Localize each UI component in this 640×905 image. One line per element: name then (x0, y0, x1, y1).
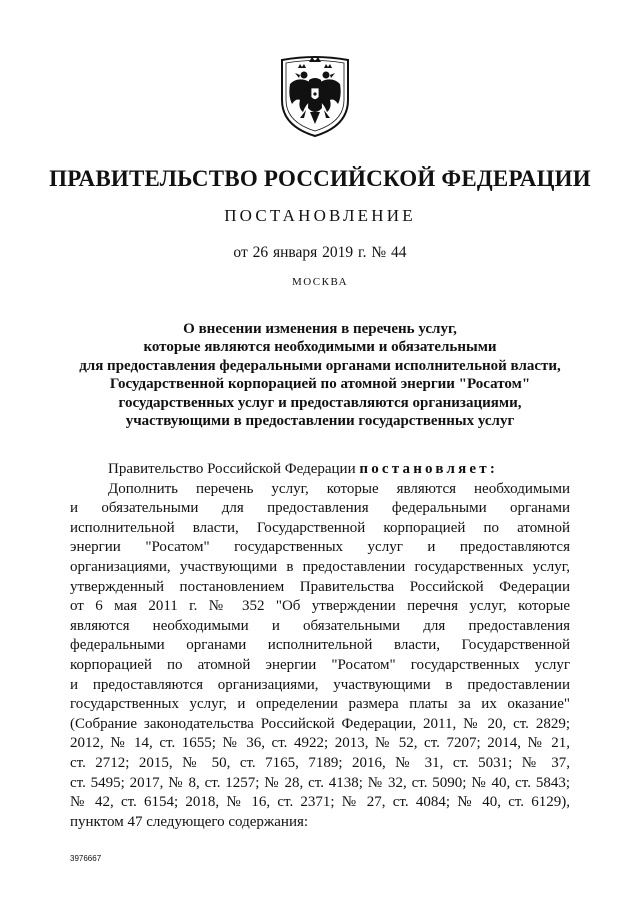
document-body (70, 460, 570, 832)
subject-line: Государственной корпорацией по атомной энергии "Росатом" (109, 376, 531, 393)
subject-line: которые являются необходимыми и обязательными (143, 339, 497, 356)
body-line: государственных услуг, и определении размера платы за их оказание" (70, 696, 570, 713)
body-line: исполнительной власти, Государственной корпорацией по атомной (70, 519, 570, 536)
subject-line: государственных услуг и предоставляются организациями, (118, 394, 522, 411)
body-line: (Собрание законодательства Российской Федерации, 2011, № 20, ст. 2829; (70, 715, 570, 732)
body-line: являются необходимыми и обязательными для предоставления (70, 617, 570, 634)
body-intro-verb: постановляет: (359, 461, 499, 477)
body-line: корпорацией по атомной энергии "Росатом" государственных услуг (70, 656, 570, 673)
document-subject (70, 320, 570, 430)
subject-line: для предоставления федеральными органами исполнительной власти, (79, 357, 561, 374)
body-line: Дополнить перечень услуг, которые являются необходимыми (108, 480, 570, 497)
body-line: и обязательными для предоставления федеральными органами (70, 500, 570, 517)
document-type: ПОСТАНОВЛЕНИЕ (224, 206, 416, 225)
footer-document-number: 3976667 (70, 854, 102, 863)
body-line: утвержденный постановлением Правительства Российской Федерации (70, 578, 570, 595)
document-date-number: от 26 января 2019 г. № 44 (233, 244, 407, 261)
body-line: ст. 2712; 2015, № 50, ст. 7165, 7189; 2016, № 31, ст. 5031; № 37, (70, 754, 570, 771)
body-line: энергии "Росатом" государственных услуг и предоставляются (70, 539, 570, 556)
subject-line: участвующими в предоставлении государственных услуг (125, 413, 515, 430)
coat-of-arms-icon (276, 50, 354, 138)
government-title: ПРАВИТЕЛЬСТВО РОССИЙСКОЙ ФЕДЕРАЦИИ (49, 166, 591, 191)
body-line: и предоставляются организациями, участвующими в предоставлении (70, 676, 570, 693)
body-line: 2012, № 14, ст. 1655; № 36, ст. 4922; 2013, № 52, ст. 7207; 2014, № 21, (70, 735, 570, 752)
body-intro (70, 460, 570, 480)
body-line: организациями, участвующими в предоставлении государственных услуг, (70, 558, 570, 575)
subject-line: О внесении изменения в перечень услуг, (183, 321, 457, 337)
body-intro-text: Правительство Российской Федерации (108, 461, 356, 477)
body-line: федеральными органами исполнительной власти, Государственной (70, 637, 570, 654)
body-line: от 6 мая 2011 г. № 352 "Об утверждении перечня услуг, которые (70, 598, 570, 615)
body-line: № 42, ст. 6154; 2018, № 16, ст. 2371; № 27, ст. 4084; № 40, ст. 6129), (70, 794, 570, 811)
body-line: пунктом 47 следующего содержания: (70, 813, 309, 830)
body-line: ст. 5495; 2017, № 8, ст. 1257; № 28, ст. 4138; № 32, ст. 5090; № 40, ст. 5843; (70, 774, 570, 791)
document-city: МОСКВА (291, 276, 349, 288)
